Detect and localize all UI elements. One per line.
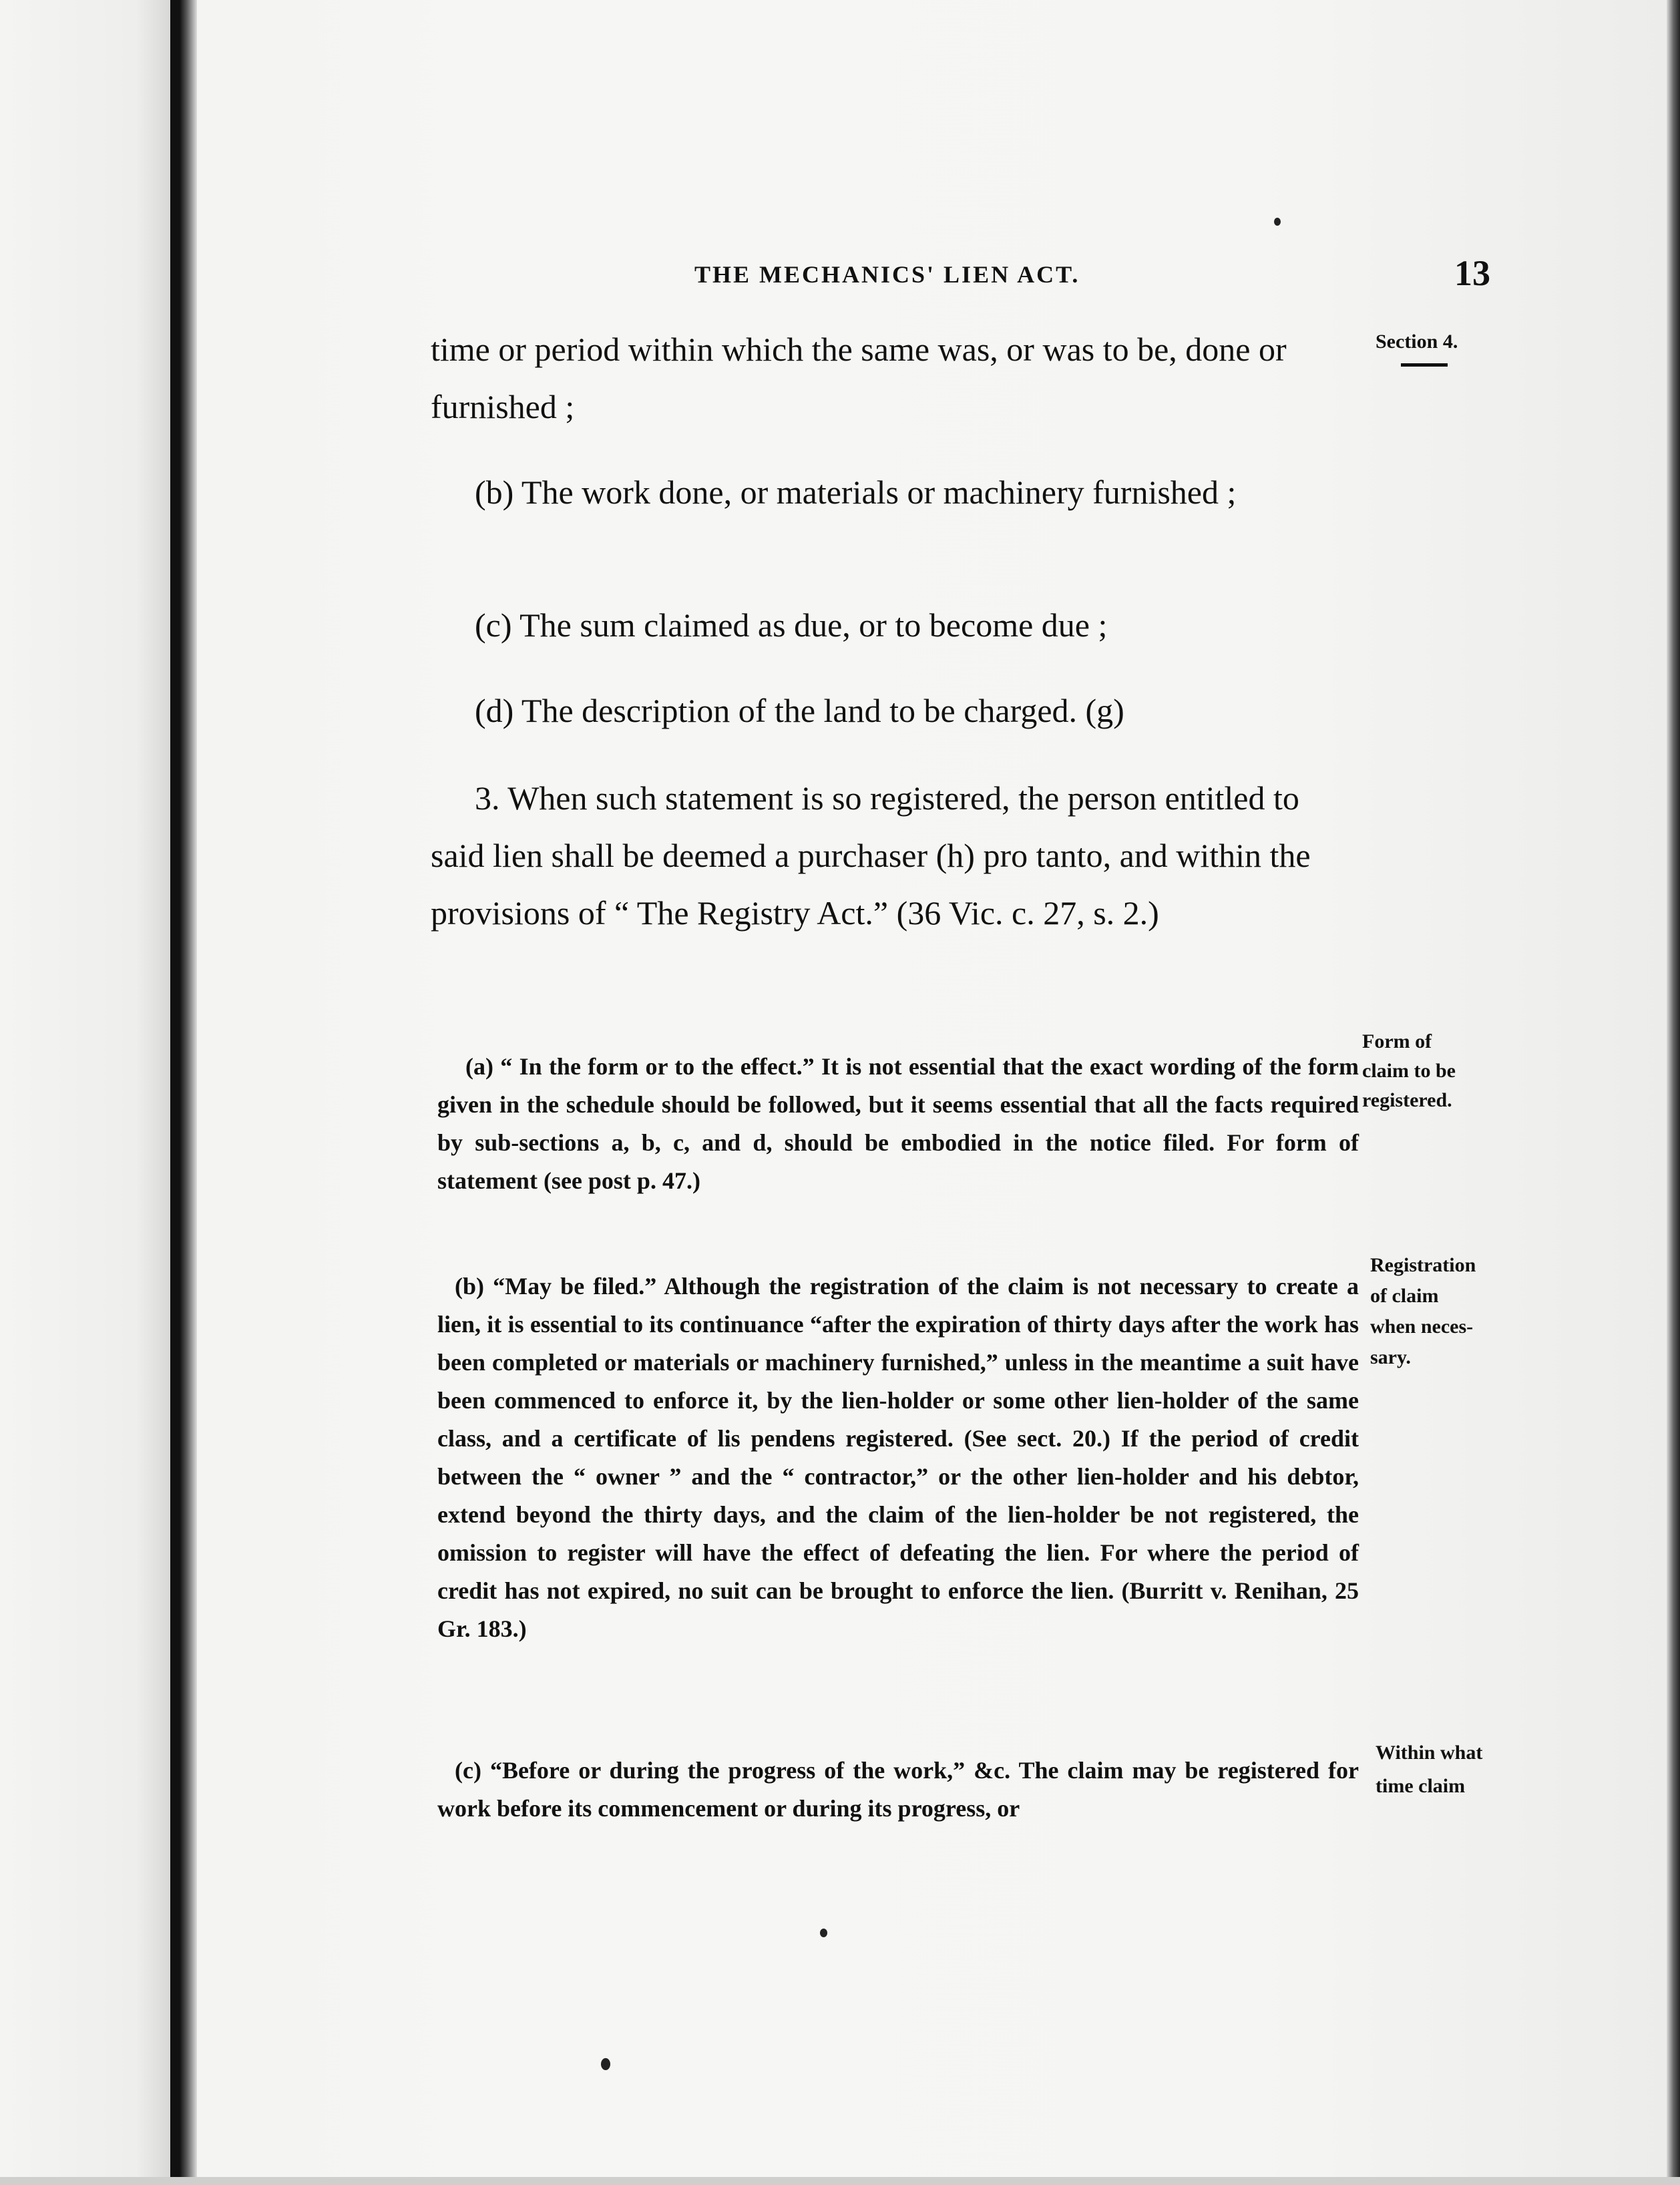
page-right-edge — [1667, 0, 1680, 2185]
scan-speck — [601, 2058, 610, 2070]
scan-speck — [820, 1929, 827, 1937]
page-bottom-edge — [0, 2177, 1680, 2185]
statute-clause-b: (b) The work done, or materials or machinery furnished ; — [475, 473, 1237, 511]
note-a: (a) “ In the form or to the effect.” It is not essential that the exact wording of the form given in the schedule should be followed, but it seems essential that all the facts required by sub-sections a, b, c, and d, should be embodied in the notice filed. For form of statement (see post p. 47.) — [437, 1053, 1359, 1194]
page-number: 13 — [1454, 253, 1490, 293]
running-title: THE MECHANICS' LIEN ACT. — [694, 261, 1080, 288]
margin-note-registration: Registration of claim when neces- sary. — [1370, 1254, 1476, 1368]
margin-note-section: Section 4. — [1376, 331, 1458, 353]
statute-clause-c: (c) The sum claimed as due, or to become due ; — [475, 606, 1108, 644]
statute-clause-a-continued: time or period within which the same was, or was to be, done or furnished ; — [431, 331, 1287, 425]
facing-page-edge — [0, 0, 170, 2185]
book-spine — [170, 0, 197, 2185]
note-b: (b) “May be filed.” Although the registration of the claim is not necessary to create a lien, it is essential to its continuance “after the expiration of thirty days after the work has been completed or materials or machinery furnished,” unless in the meantime a suit have been commenced to enforce it, by the lien-holder or some other lien-holder of the same class, and a certificate of lis pendens registered. (See sect. 20.) If the period of credit between the “ owner ” and the “ contractor,” or the other lien-holder and his debtor, extend beyond the thirty days, and the claim of the lien-holder be not registered, the omission to register will have the effect of defeating the lien. For where the period of credit has not expired, no suit can be brought to enforce the lien. (Burritt v. Renihan, 25 Gr. 183.) — [437, 1273, 1359, 1642]
margin-note-within-what: Within what time claim — [1376, 1742, 1483, 1797]
statute-clause-d: (d) The description of the land to be charged. (g) — [475, 692, 1124, 729]
margin-note-form-of-claim: Form of claim to be registered. — [1362, 1030, 1456, 1111]
statute-subsection-3: 3. When such statement is so registered, the person entitled to said lien shall be deemed a purchaser (h) pro tanto, and within the provisions of “ The Registry Act.” (36 Vic. c. 27, s. 2.) — [431, 779, 1311, 932]
section-rule — [1401, 363, 1448, 367]
note-c: (c) “Before or during the progress of the work,” &c. The claim may be registered for work before its commencement or during its progress, or — [437, 1757, 1359, 1822]
scan-speck — [1274, 218, 1281, 226]
